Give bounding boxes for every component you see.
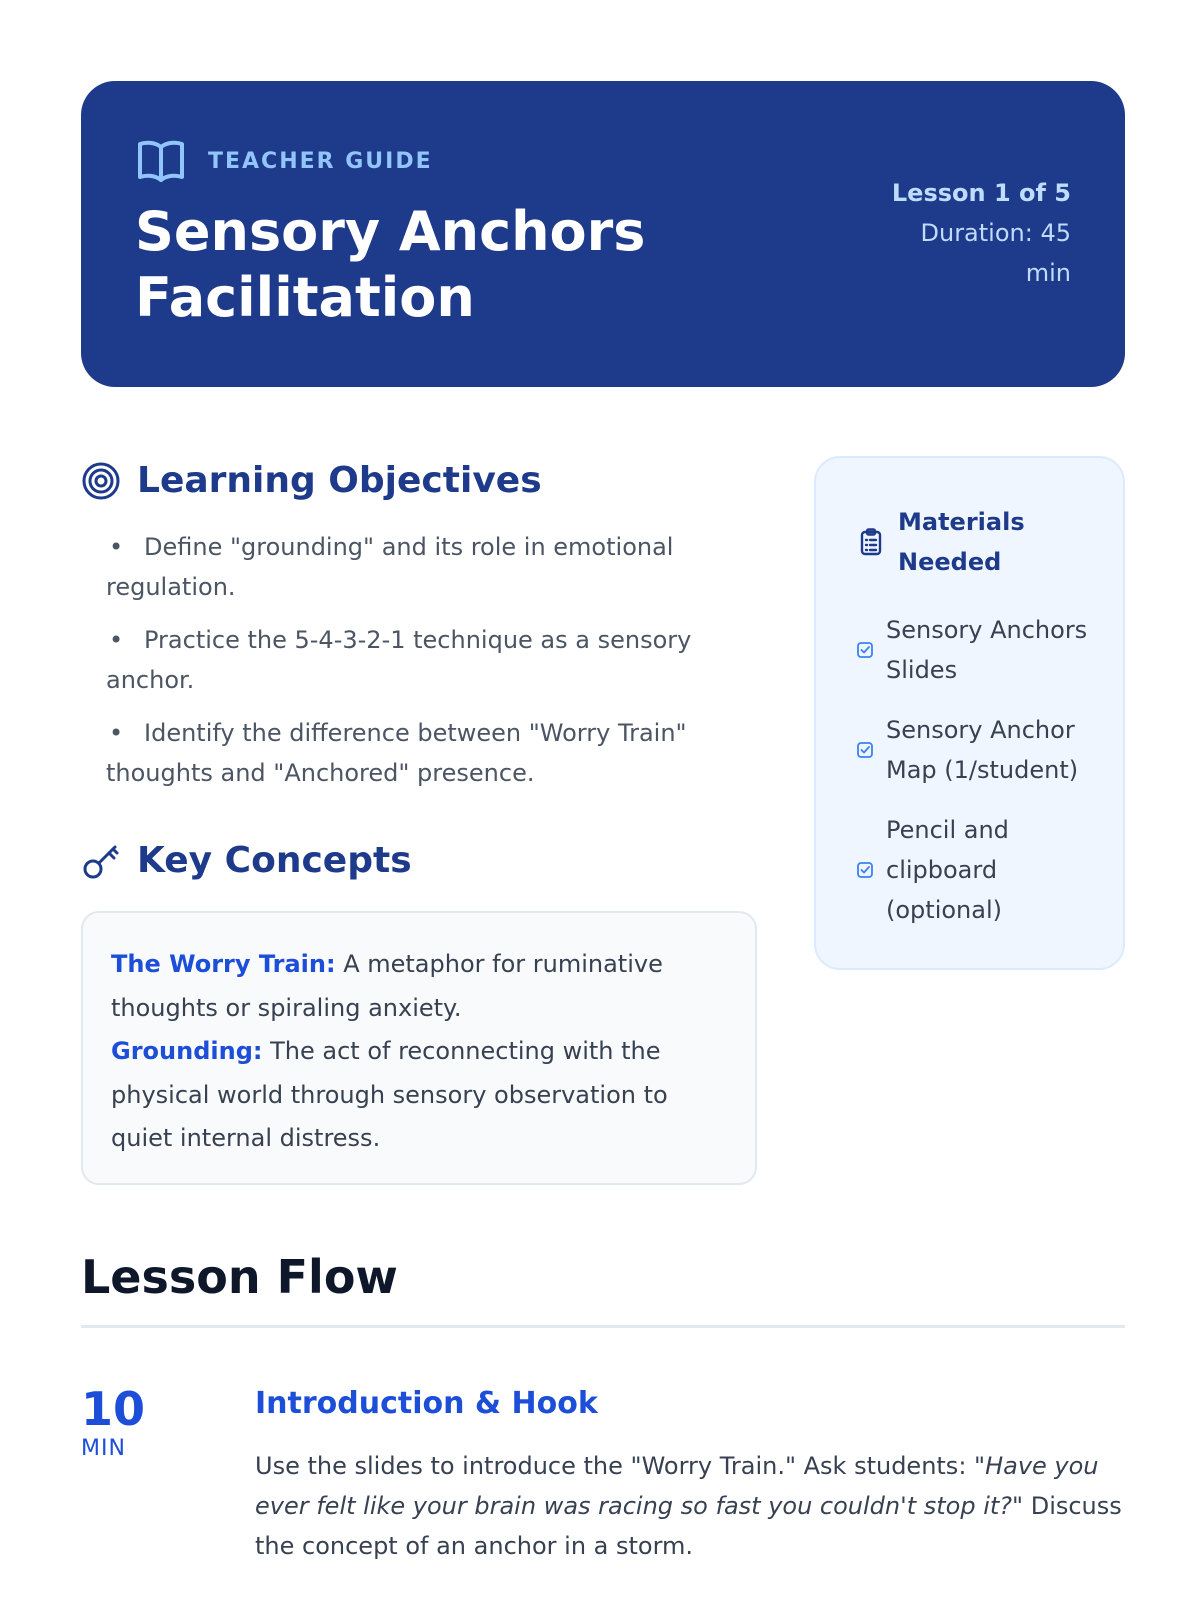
header-banner: [81, 81, 1125, 387]
checkbox-icon: [856, 741, 874, 759]
concepts-header: [81, 840, 412, 881]
objective-text: Identify the difference between "Worry Train" thoughts and "Anchored" presence.: [106, 719, 687, 787]
key-icon: [81, 841, 121, 881]
eyebrow-label: TEACHER GUIDE: [208, 148, 433, 174]
page-title: Sensory Anchors Facilitation: [135, 200, 646, 329]
material-label: Pencil and clipboard (optional): [886, 816, 1009, 924]
list-item: • Define "grounding" and its role in emotional regulation.: [106, 533, 674, 601]
material-label: Sensory Anchors Slides: [886, 616, 1088, 684]
concept-definition: The act of reconnecting with the physical world through sensory observation to quiet internal distress.: [111, 1037, 668, 1152]
concept-term: The Worry Train:: [111, 950, 336, 978]
concepts-heading: Key Concepts: [137, 840, 412, 881]
lesson-meta: [871, 173, 1071, 293]
list-item: [856, 710, 1096, 790]
list-item: [856, 810, 1096, 930]
concept-item: [111, 943, 727, 1030]
step-title: Introduction & Hook: [255, 1386, 598, 1421]
concept-definition: A metaphor for ruminative thoughts or spiraling anxiety.: [111, 950, 663, 1022]
step-text: Discuss the concept of an anchor in a storm.: [255, 1492, 1122, 1560]
list-item: • Identify the difference between "Worry Train" thoughts and "Anchored" presence.: [106, 719, 687, 787]
checkbox-icon: [856, 861, 874, 879]
step-description: [255, 1446, 1125, 1566]
list-item: • Practice the 5-4-3-2-1 technique as a sensory anchor.: [106, 626, 692, 694]
lesson-number: Lesson 1 of 5: [891, 179, 1071, 207]
step-text: Use the slides to introduce the "Worry Train." Ask students:: [255, 1452, 975, 1480]
open-book-icon: [136, 137, 186, 185]
material-label: Sensory Anchor Map (1/student): [886, 716, 1079, 784]
objective-text: Define "grounding" and its role in emotional regulation.: [106, 533, 674, 601]
concept-item: [111, 1030, 727, 1161]
clipboard-icon: [856, 527, 886, 557]
key-concepts-box: [81, 911, 757, 1185]
divider: [81, 1325, 1125, 1328]
checkbox-icon: [856, 641, 874, 659]
materials-header: [856, 502, 1038, 582]
eyebrow: [136, 137, 433, 185]
objective-text: Practice the 5-4-3-2-1 technique as a sensory anchor.: [106, 626, 692, 694]
materials-card: [814, 456, 1125, 970]
lesson-duration: Duration: 45 min: [920, 219, 1071, 287]
step-duration: [81, 1382, 145, 1461]
step-quote: "Have you ever felt like your brain was racing so fast you couldn't stop it?": [255, 1452, 1099, 1520]
objectives-header: [81, 460, 542, 501]
step-minutes-unit: MIN: [81, 1436, 126, 1461]
target-icon: [81, 461, 121, 501]
objectives-heading: Learning Objectives: [137, 460, 542, 501]
materials-heading: Materials Needed: [898, 508, 1025, 576]
lesson-flow-heading: Lesson Flow: [81, 1250, 398, 1304]
list-item: [856, 610, 1096, 690]
concept-term: Grounding:: [111, 1037, 263, 1065]
objectives-list: [81, 527, 721, 806]
step-minutes: 10: [81, 1382, 146, 1436]
